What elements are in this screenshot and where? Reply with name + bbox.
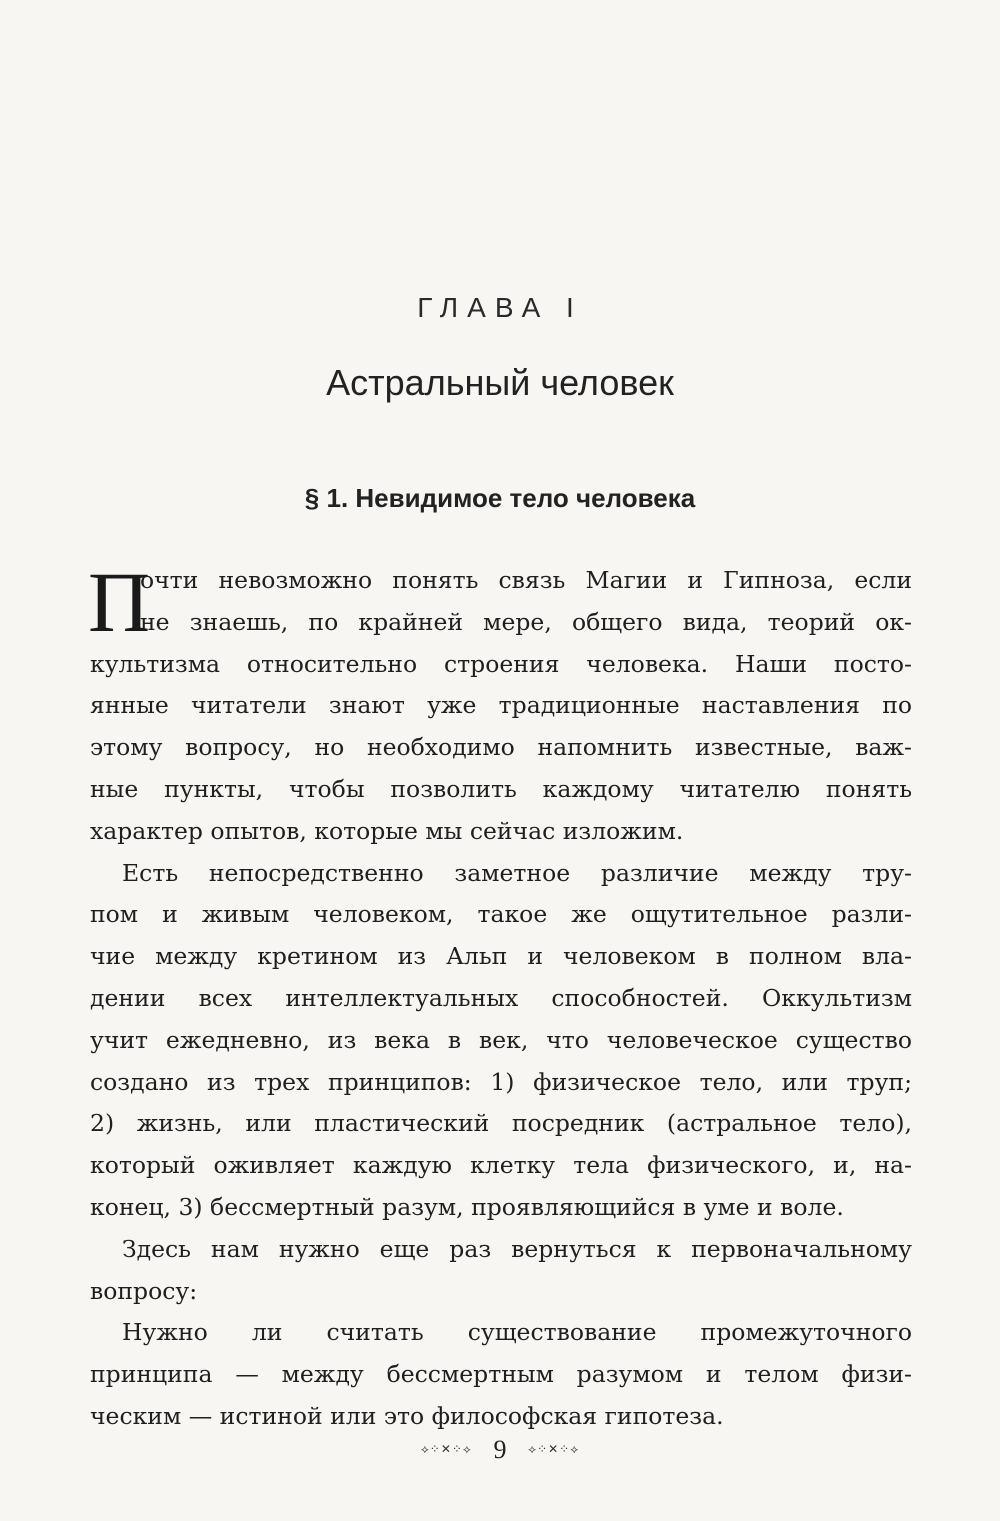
text-line: принципа — между бессмертным разумом и телом физи- — [90, 1360, 912, 1389]
ornament-left-icon: ⟡⁘✕⁘⟡ — [420, 1442, 472, 1456]
text-line: Есть непосредственно заметное различие между тру- — [122, 858, 912, 887]
page-number: 9 — [493, 1434, 507, 1464]
text-line: культизма относительно строения человека. Наши посто- — [90, 649, 912, 678]
text-line: конец, 3) бессмертный разум, проявляющийся в уме и воле. — [90, 1192, 844, 1221]
text-line: который оживляет каждую клетку тела физического, и, на- — [90, 1151, 912, 1180]
text-line: этому вопросу, но необходимо напомнить известные, важ- — [90, 733, 912, 762]
text-line: учит ежедневно, из века в век, что человеческое существо — [90, 1025, 912, 1054]
drop-cap: П — [88, 554, 151, 650]
text-line: не знаешь, по крайней мере, общего вида, теорий ок- — [140, 607, 912, 636]
chapter-label: ГЛАВА I — [417, 292, 583, 323]
section-title: § 1. Невидимое тело человека — [304, 483, 696, 513]
chapter-title: Астральный человек — [326, 362, 674, 403]
text-line: пом и живым человеком, такое же ощутительное разли- — [90, 900, 912, 929]
text-line: Нужно ли считать существование промежуточного — [122, 1318, 912, 1347]
text-line: создано из трех принципов: 1) физическое тело, или труп; — [90, 1067, 912, 1096]
text-line: Здесь нам нужно еще раз вернуться к первоначальному — [122, 1234, 912, 1263]
body-text — [88, 554, 912, 1438]
ornament-right-icon: ⟡⁘✕⁘⟡ — [528, 1442, 580, 1456]
text-line: очти невозможно понять связь Магии и Гипноза, если — [140, 566, 912, 594]
text-line: дении всех интеллектуальных способностей. Оккультизм — [90, 983, 912, 1012]
text-line: ческим — истиной или это философская гипотеза. — [90, 1401, 724, 1430]
text-line: ные пункты, чтобы позволить каждому читателю понять — [90, 774, 912, 803]
text-line: чие между кретином из Альп и человеком в полном вла- — [90, 942, 912, 971]
text-line: характер опытов, которые мы сейчас изложим. — [90, 816, 684, 845]
page-footer — [0, 1434, 1000, 1465]
text-line: янные читатели знают уже традиционные наставления по — [90, 691, 912, 720]
text-line: вопросу: — [90, 1276, 198, 1305]
text-line: 2) жизнь, или пластический посредник (астральное тело), — [90, 1109, 912, 1138]
